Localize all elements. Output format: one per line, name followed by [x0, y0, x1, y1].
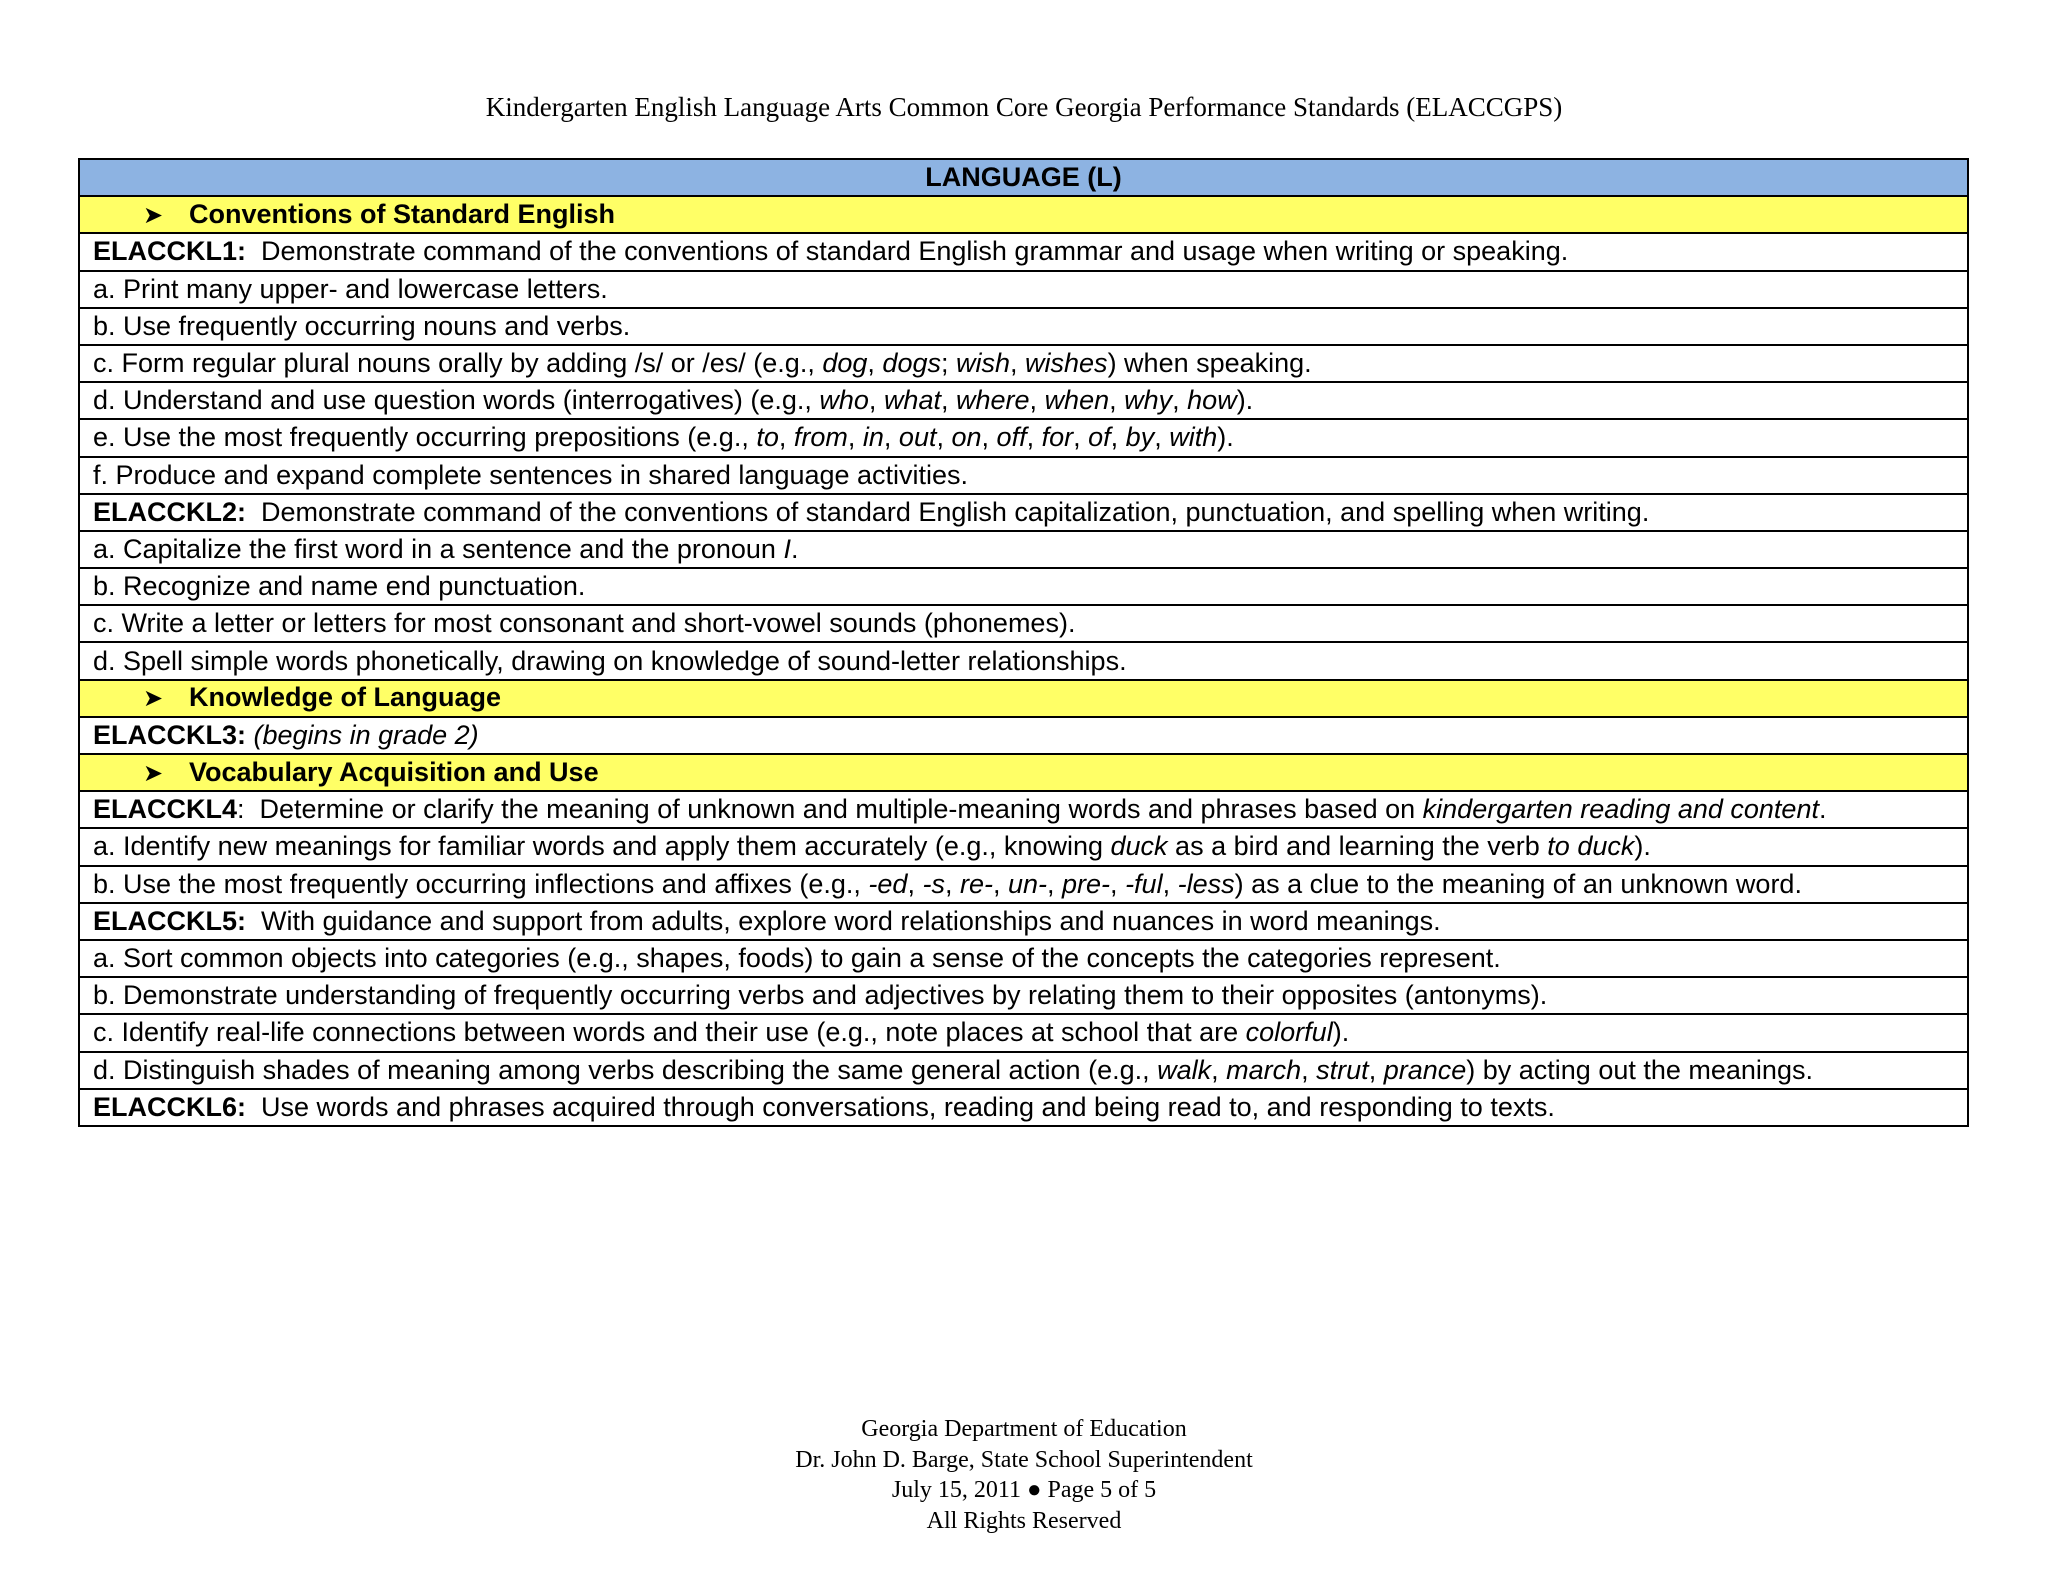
- substandard-row: b. Use the most frequently occurring inflections and affixes (e.g., -ed, -s, re-, un-, pre-, -ful, -less) as a clue to the meaning of an unknown word.: [79, 866, 1968, 903]
- substandard-row: c. Identify real-life connections between words and their use (e.g., note places at school that are colorful).: [79, 1014, 1968, 1051]
- example-word: wish: [956, 348, 1011, 379]
- substandard-row: [79, 605, 1968, 642]
- document-footer: [0, 1414, 2048, 1536]
- table-title-row: [79, 159, 1968, 196]
- example-word: of: [1088, 422, 1111, 453]
- example-word: on: [951, 422, 982, 453]
- substandard-row: a. Capitalize the first word in a sentence and the pronoun I.: [79, 531, 1968, 568]
- standard-row: ELACCKL4: Determine or clarify the meaning of unknown and multiple-meaning words and phrases based on kindergarten reading and content.: [79, 791, 1968, 828]
- example-word: -less: [1177, 868, 1235, 899]
- substandard-row: d. Distinguish shades of meaning among verbs describing the same general action (e.g., walk, march, strut, prance) by acting out the meanings.: [79, 1052, 1968, 1089]
- example-word: from: [793, 422, 848, 453]
- example-word: prance: [1383, 1054, 1467, 1085]
- section-row-knowledge: [79, 680, 1968, 717]
- example-word: -s: [922, 868, 945, 899]
- example-word: with: [1169, 422, 1218, 453]
- document-title: Kindergarten English Language Arts Common Core Georgia Performance Standards (ELACCGPS): [485, 92, 1563, 122]
- document-header: [0, 90, 2048, 124]
- example-word: re-: [959, 868, 993, 899]
- standard-row: [79, 717, 1968, 754]
- example-word: dog: [822, 348, 868, 379]
- standard-row: [79, 1089, 1968, 1126]
- footer-rights: All Rights Reserved: [926, 1507, 1122, 1534]
- substandard-row: [79, 977, 1968, 1014]
- example-word: dogs: [882, 348, 941, 379]
- substandard-row: [79, 940, 1968, 977]
- table-title: LANGUAGE (L): [79, 159, 1968, 196]
- example-word: strut: [1316, 1054, 1369, 1085]
- substandard-row: [79, 308, 1968, 345]
- substandard-text: a. Sort common objects into categories (e.g., shapes, foods) to gain a sense of the concepts the categories represent.: [79, 940, 1968, 977]
- standard-code: ELACCKL2:: [93, 496, 246, 527]
- example-word: for: [1041, 422, 1074, 453]
- section-title-conventions: Conventions of Standard English: [189, 198, 616, 229]
- standard-text: Use words and phrases acquired through conversations, reading and being read to, and responding to texts.: [261, 1091, 1555, 1122]
- substandard-row: [79, 642, 1968, 679]
- example-word: in: [862, 422, 884, 453]
- example-word: duck: [1110, 831, 1168, 862]
- example-word: un-: [1007, 868, 1048, 899]
- section-row-vocabulary: [79, 754, 1968, 791]
- example-word: to: [756, 422, 779, 453]
- standard-text: (begins in grade 2): [253, 719, 479, 750]
- example-word: walk: [1157, 1054, 1212, 1085]
- substandard-text: d. Spell simple words phonetically, drawing on knowledge of sound-letter relationships.: [79, 642, 1968, 679]
- example-word: I: [783, 533, 791, 564]
- example-word: where: [956, 385, 1030, 416]
- substandard-text: c. Write a letter or letters for most consonant and short-vowel sounds (phonemes).: [79, 605, 1968, 642]
- substandard-row: d. Understand and use question words (interrogatives) (e.g., who, what, where, when, why, how).: [79, 382, 1968, 419]
- example-word: march: [1226, 1054, 1302, 1085]
- standard-code: ELACCKL4: [93, 794, 238, 825]
- example-word: colorful: [1245, 1017, 1333, 1048]
- substandard-row: [79, 568, 1968, 605]
- substandard-row: [79, 271, 1968, 308]
- example-word: kindergarten reading and content: [1422, 794, 1819, 825]
- example-word: pre-: [1062, 868, 1111, 899]
- section-row-conventions: [79, 196, 1968, 233]
- substandard-text: b. Recognize and name end punctuation.: [79, 568, 1968, 605]
- example-word: how: [1187, 385, 1237, 416]
- example-word: out: [898, 422, 937, 453]
- example-word: -ful: [1125, 868, 1163, 899]
- example-word: what: [883, 385, 941, 416]
- substandard-row: a. Identify new meanings for familiar words and apply them accurately (e.g., knowing duck as a bird and learning the verb to duck).: [79, 828, 1968, 865]
- section-title-vocabulary: Vocabulary Acquisition and Use: [189, 756, 599, 787]
- standard-row: [79, 903, 1968, 940]
- substandard-text: f. Produce and expand complete sentences in shared language activities.: [79, 457, 1968, 494]
- standard-text: With guidance and support from adults, explore word relationships and nuances in word meanings.: [261, 905, 1441, 936]
- example-word: who: [819, 385, 869, 416]
- substandard-row: [79, 457, 1968, 494]
- footer-department: Georgia Department of Education: [861, 1416, 1187, 1442]
- example-word: when: [1044, 385, 1110, 416]
- example-word: off: [996, 422, 1027, 453]
- standard-row: [79, 494, 1968, 531]
- substandard-row: e. Use the most frequently occurring prepositions (e.g., to, from, in, out, on, off, for, of, by, with).: [79, 419, 1968, 456]
- standard-row: [79, 233, 1968, 270]
- arrow-right-icon: ➤: [143, 201, 164, 229]
- section-title-knowledge: Knowledge of Language: [189, 682, 502, 713]
- arrow-right-icon: ➤: [143, 685, 164, 713]
- standard-text: Demonstrate command of the conventions of standard English grammar and usage when writing or speaking.: [261, 236, 1569, 267]
- standard-code: ELACCKL5:: [93, 905, 246, 936]
- footer-date-page: July 15, 2011 ● Page 5 of 5: [891, 1477, 1157, 1503]
- substandard-row: c. Form regular plural nouns orally by adding /s/ or /es/ (e.g., dog, dogs; wish, wishes) when speaking.: [79, 345, 1968, 382]
- standard-text: Demonstrate command of the conventions of standard English capitalization, punctuation, and spelling when writing.: [261, 496, 1650, 527]
- example-word: why: [1124, 385, 1173, 416]
- example-word: wishes: [1025, 348, 1108, 379]
- standard-code: ELACCKL6:: [93, 1091, 246, 1122]
- substandard-text: a. Print many upper- and lowercase letters.: [79, 271, 1968, 308]
- arrow-right-icon: ➤: [143, 759, 164, 787]
- example-word: to duck: [1547, 831, 1635, 862]
- standard-code: ELACCKL1:: [93, 236, 246, 267]
- example-word: by: [1125, 422, 1155, 453]
- footer-superintendent: Dr. John D. Barge, State School Superintendent: [795, 1446, 1253, 1473]
- substandard-text: b. Use frequently occurring nouns and verbs.: [79, 308, 1968, 345]
- standards-table: [78, 158, 1969, 1127]
- substandard-text: b. Demonstrate understanding of frequently occurring verbs and adjectives by relating them to their opposites (antonyms).: [79, 977, 1968, 1014]
- example-word: -ed: [868, 868, 908, 899]
- standard-code: ELACCKL3:: [93, 719, 246, 750]
